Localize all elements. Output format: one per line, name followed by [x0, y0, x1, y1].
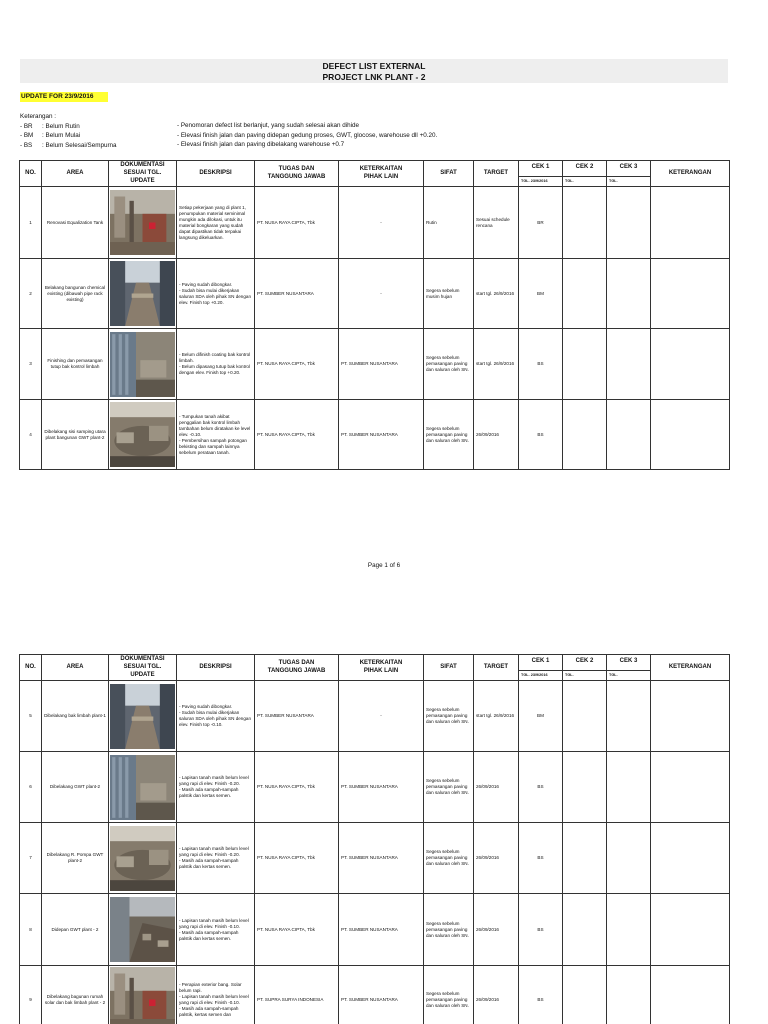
- col-header-no: NO.: [20, 161, 42, 187]
- col-header-tugas: TUGAS DAN TANGGUNG JAWAB: [255, 655, 339, 681]
- cell-cek3: [607, 752, 651, 823]
- page-number: Page 1 of 6: [367, 562, 401, 569]
- cell-cek1: BS: [519, 752, 563, 823]
- site-photo: [110, 190, 175, 255]
- cell-cek3: [607, 259, 651, 329]
- cell-tugas: PT. NUSA RAYA CIPTA, Tbk: [255, 400, 339, 470]
- cell-sifat: Segera sebelum pemasangan paving dan saluran oleh SN.: [424, 823, 474, 894]
- cell-deskripsi: - Paving sudah dibongkar. - Sudah bisa mulai dikerjakan saluran SDA oleh pihak SN dengan elev. Finish top -0.10.: [177, 681, 255, 752]
- col-header-cek3: CEK 3: [607, 161, 651, 177]
- cell-cek1: BM: [519, 259, 563, 329]
- update-date-highlight: UPDATE FOR 23/9/2016: [20, 92, 108, 102]
- cell-cek3: [607, 966, 651, 1024]
- cell-area: Dibelakang sisi samping utara plant bangunan GWT plant-2: [42, 400, 109, 470]
- cell-photo: [109, 187, 177, 259]
- cell-keterangan: [651, 329, 730, 400]
- cell-sifat: Segera sebelum pemasangan paving dan saluran oleh SN.: [424, 752, 474, 823]
- cell-tugas: PT. SUPRA SURYA INDONESIA: [255, 966, 339, 1024]
- cell-cek2: [563, 823, 607, 894]
- cell-target: start tgl. 26/9/2016: [474, 329, 519, 400]
- table-row: [20, 752, 730, 823]
- col-header-cek2: CEK 2: [563, 161, 607, 177]
- cell-tugas: PT. NUSA RAYA CIPTA, Tbk: [255, 752, 339, 823]
- cell-cek3: [607, 823, 651, 894]
- site-photo: [110, 967, 175, 1024]
- cell-tugas: PT. NUSA RAYA CIPTA, Tbk: [255, 187, 339, 259]
- note-item: - Elevasi finish jalan dan paving dibelakang warehouse +0.7: [177, 141, 345, 148]
- legend-item: - BS : Belum Selesai/Sempurna: [20, 141, 117, 149]
- col-header-dokumentasi: DOKUMENTASI SESUAI TGL. UPDATE: [109, 655, 177, 681]
- cell-cek1: BS: [519, 823, 563, 894]
- cek3-date: TGL.: [607, 670, 651, 681]
- cell-cek2: [563, 966, 607, 1024]
- cell-no: 8: [20, 894, 42, 966]
- cell-target: 26/09/2016: [474, 823, 519, 894]
- legend-heading: Keterangan :: [20, 113, 57, 120]
- cell-deskripsi: - Paving sudah dibongkar. - Sudah bisa mulai dikerjakan saluran SDA oleh pihak SN dengan elev. Finish top +0.20.: [177, 259, 255, 329]
- col-header-deskripsi: DESKRIPSI: [177, 655, 255, 681]
- cell-no: 1: [20, 187, 42, 259]
- cell-no: 4: [20, 400, 42, 470]
- cell-no: 5: [20, 681, 42, 752]
- col-header-cek1: CEK 1: [519, 655, 563, 671]
- cell-keterangan: [651, 894, 730, 966]
- cell-sifat: Segera sebelum pemasangan paving dan saluran oleh SN.: [424, 400, 474, 470]
- col-header-deskripsi: DESKRIPSI: [177, 161, 255, 187]
- table-row: [20, 681, 730, 752]
- cell-cek3: [607, 400, 651, 470]
- col-header-keterangan: KETERANGAN: [651, 655, 730, 681]
- table-row: [20, 894, 730, 966]
- legend-item: - BM : Belum Mulai: [20, 132, 81, 139]
- cek1-date: TGL. 23/9/2016: [519, 176, 563, 187]
- cell-photo: [109, 823, 177, 894]
- cell-area: Dibelakang bak limbah plant-1: [42, 681, 109, 752]
- cell-no: 7: [20, 823, 42, 894]
- cell-sifat: Segera sebelum pemasangan paving dan saluran oleh SN.: [424, 894, 474, 966]
- cell-no: 3: [20, 329, 42, 400]
- cell-keterangan: [651, 823, 730, 894]
- cell-area: Dibelakang GWT plant-2: [42, 752, 109, 823]
- legend: [20, 112, 117, 150]
- col-header-area: AREA: [42, 161, 109, 187]
- cell-cek2: [563, 187, 607, 259]
- cell-tugas: PT. NUSA RAYA CIPTA, Tbk: [255, 894, 339, 966]
- cell-deskripsi: - Lapisan tanah masih belum level yang rapi di elev. Finish -0.10. - Masih ada sampah-sampah palstik dan kertas semen.: [177, 894, 255, 966]
- cell-cek2: [563, 329, 607, 400]
- cell-photo: [109, 966, 177, 1024]
- cek1-date: TGL. 23/9/2016: [519, 670, 563, 681]
- cell-tugas: PT. SUMBER NUSANTARA: [255, 681, 339, 752]
- site-photo: [110, 261, 175, 326]
- site-photo: [110, 755, 175, 820]
- legend-item: - BR : Belum Rutin: [20, 122, 80, 130]
- cell-target: start tgl. 26/9/2016: [474, 259, 519, 329]
- cell-keterkaitan: -: [339, 187, 424, 259]
- cell-keterkaitan: -: [339, 259, 424, 329]
- cell-tugas: PT. SUMBER NUSANTARA: [255, 259, 339, 329]
- cell-tugas: PT. NUSA RAYA CIPTA, Tbk: [255, 823, 339, 894]
- cell-photo: [109, 259, 177, 329]
- cell-no: 2: [20, 259, 42, 329]
- cell-area: Renovasi Equalization Tank: [42, 187, 109, 259]
- cell-deskripsi: Setiap pekerjaan yang di plant 1, penumpukan material seminimal mungkin ada dilokasi, untuk itu material bongkaran yang sudah dapat dipastikan tidak terpakai langsung dikeluarkan.: [177, 187, 255, 259]
- site-photo: [110, 402, 175, 467]
- note-item: - Elevasi finish jalan dan paving didepan gedung proses, GWT, glocose, warehouse dll +0.20.: [177, 131, 438, 139]
- site-photo: [110, 826, 175, 891]
- cell-sifat: Segera sebelum pemasangan paving dan saluran oleh SN.: [424, 681, 474, 752]
- cell-no: 9: [20, 966, 42, 1024]
- cell-photo: [109, 329, 177, 400]
- cell-sifat: Segera sebelum musim hujan: [424, 259, 474, 329]
- cell-keterangan: [651, 187, 730, 259]
- cell-tugas: PT. NUSA RAYA CIPTA, Tbk: [255, 329, 339, 400]
- cell-keterangan: [651, 259, 730, 329]
- site-photo: [110, 332, 175, 397]
- cell-deskripsi: - Lapisan tanah masih belum level yang rapi di elev. Finish -0.20. - Masih ada sampah-sampah palstik dan kertas semen.: [177, 752, 255, 823]
- cell-area: Belakang bangunan chemical existing (dibawah pipe rack existing): [42, 259, 109, 329]
- cell-keterangan: [651, 681, 730, 752]
- cell-cek2: [563, 259, 607, 329]
- cell-cek1: BS: [519, 966, 563, 1024]
- cell-keterangan: [651, 400, 730, 470]
- notes: [177, 121, 437, 150]
- cell-target: 26/09/2016: [474, 966, 519, 1024]
- col-header-cek3: CEK 3: [607, 655, 651, 671]
- table-row: [20, 823, 730, 894]
- col-header-sifat: SIFAT: [424, 655, 474, 681]
- cell-deskripsi: - Belum difinish coating bak kontrol limbah. - Belum dipasang tutup bak kontrol dengan elev. Finish top +0.20.: [177, 329, 255, 400]
- cell-area: Dibelakang bagunan rumah solar dan bak limbah plant - 2: [42, 966, 109, 1024]
- cell-target: 26/09/2016: [474, 752, 519, 823]
- col-header-cek1: CEK 1: [519, 161, 563, 177]
- defect-table-page-2: [19, 654, 730, 1024]
- col-header-target: TARGET: [474, 655, 519, 681]
- defect-table-page-1: [19, 160, 730, 470]
- cell-cek2: [563, 752, 607, 823]
- cell-keterkaitan: PT. SUMBER NUSANTARA: [339, 894, 424, 966]
- project-title: PROJECT LNK PLANT - 2: [322, 72, 426, 82]
- cell-target: 26/09/2016: [474, 894, 519, 966]
- cell-target: 26/09/2016: [474, 400, 519, 470]
- cell-cek1: BS: [519, 329, 563, 400]
- col-header-cek2: CEK 2: [563, 655, 607, 671]
- cek2-date: TGL.: [563, 670, 607, 681]
- cek3-date: TGL.: [607, 176, 651, 187]
- table-row: [20, 966, 730, 1024]
- cell-cek2: [563, 681, 607, 752]
- cell-keterkaitan: PT. SUMBER NUSANTARA: [339, 329, 424, 400]
- cell-area: Dibelakang R. Pompa GWT plant-2: [42, 823, 109, 894]
- cell-cek3: [607, 329, 651, 400]
- cell-keterkaitan: PT. SUMBER NUSANTARA: [339, 752, 424, 823]
- cell-sifat: Rutin: [424, 187, 474, 259]
- cell-keterkaitan: PT. SUMBER NUSANTARA: [339, 823, 424, 894]
- cell-photo: [109, 894, 177, 966]
- cell-photo: [109, 400, 177, 470]
- col-header-sifat: SIFAT: [424, 161, 474, 187]
- cell-no: 6: [20, 752, 42, 823]
- cell-target: Sesuai schedule rencana: [474, 187, 519, 259]
- cell-cek3: [607, 894, 651, 966]
- cell-area: Finishing dan pemasangan tutup bak kontrol limbah: [42, 329, 109, 400]
- cell-sifat: Segera sebelum pemasangan paving dan saluran oleh SN.: [424, 329, 474, 400]
- table-row: [20, 400, 730, 470]
- cell-keterangan: [651, 752, 730, 823]
- cell-cek3: [607, 681, 651, 752]
- col-header-keterkaitan: KETERKAITAN PIHAK LAIN: [339, 161, 424, 187]
- cell-cek1: BM: [519, 681, 563, 752]
- col-header-dokumentasi: DOKUMENTASI SESUAI TGL. UPDATE: [109, 161, 177, 187]
- cell-photo: [109, 752, 177, 823]
- cell-cek2: [563, 894, 607, 966]
- cell-keterkaitan: PT. SUMBER NUSANTARA: [339, 400, 424, 470]
- cell-area: Didepan GWT plant - 2: [42, 894, 109, 966]
- cell-target: start tgl. 26/9/2016: [474, 681, 519, 752]
- cell-keterkaitan: PT. SUMBER NUSANTARA: [339, 966, 424, 1024]
- col-header-keterkaitan: KETERKAITAN PIHAK LAIN: [339, 655, 424, 681]
- cell-photo: [109, 681, 177, 752]
- cell-keterkaitan: -: [339, 681, 424, 752]
- table-row: [20, 259, 730, 329]
- cell-keterangan: [651, 966, 730, 1024]
- cell-deskripsi: - Perapian exterior bang. Solar belum rapi. - Lapisan tanah masih belum level yang rapi di elev. Finish -0.10. - Masih ada sampah-sampah palstik, kertas semen dan: [177, 966, 255, 1024]
- cek2-date: TGL.: [563, 176, 607, 187]
- cell-cek1: BS: [519, 400, 563, 470]
- cell-cek1: BR: [519, 187, 563, 259]
- cell-cek3: [607, 187, 651, 259]
- col-header-keterangan: KETERANGAN: [651, 161, 730, 187]
- table-row: [20, 329, 730, 400]
- cell-deskripsi: - Lapisan tanah masih belum level yang rapi di elev. Finish -0.20. - Masih ada sampah-sampah palstik dan kertas semen.: [177, 823, 255, 894]
- col-header-target: TARGET: [474, 161, 519, 187]
- site-photo: [110, 684, 175, 749]
- cell-sifat: Segera sebelum pemasangan paving dan saluran oleh SN.: [424, 966, 474, 1024]
- col-header-area: AREA: [42, 655, 109, 681]
- cell-cek1: BS: [519, 894, 563, 966]
- document-title: DEFECT LIST EXTERNAL: [322, 61, 426, 71]
- cell-cek2: [563, 400, 607, 470]
- col-header-tugas: TUGAS DAN TANGGUNG JAWAB: [255, 161, 339, 187]
- table-row: [20, 187, 730, 259]
- col-header-no: NO.: [20, 655, 42, 681]
- cell-deskripsi: - Tumpukan tanah akibat penggalian bak kontrol limbah tambahan belum diratakan ke level elev. -0.10. - Pembersihan sampah potongan bekisting dan sampah lainnya sebelum perataan tanah.: [177, 400, 255, 470]
- note-item: - Penomoran defect list berlanjut, yang sudah selesai akan dihide: [177, 122, 360, 129]
- site-photo: [110, 897, 175, 962]
